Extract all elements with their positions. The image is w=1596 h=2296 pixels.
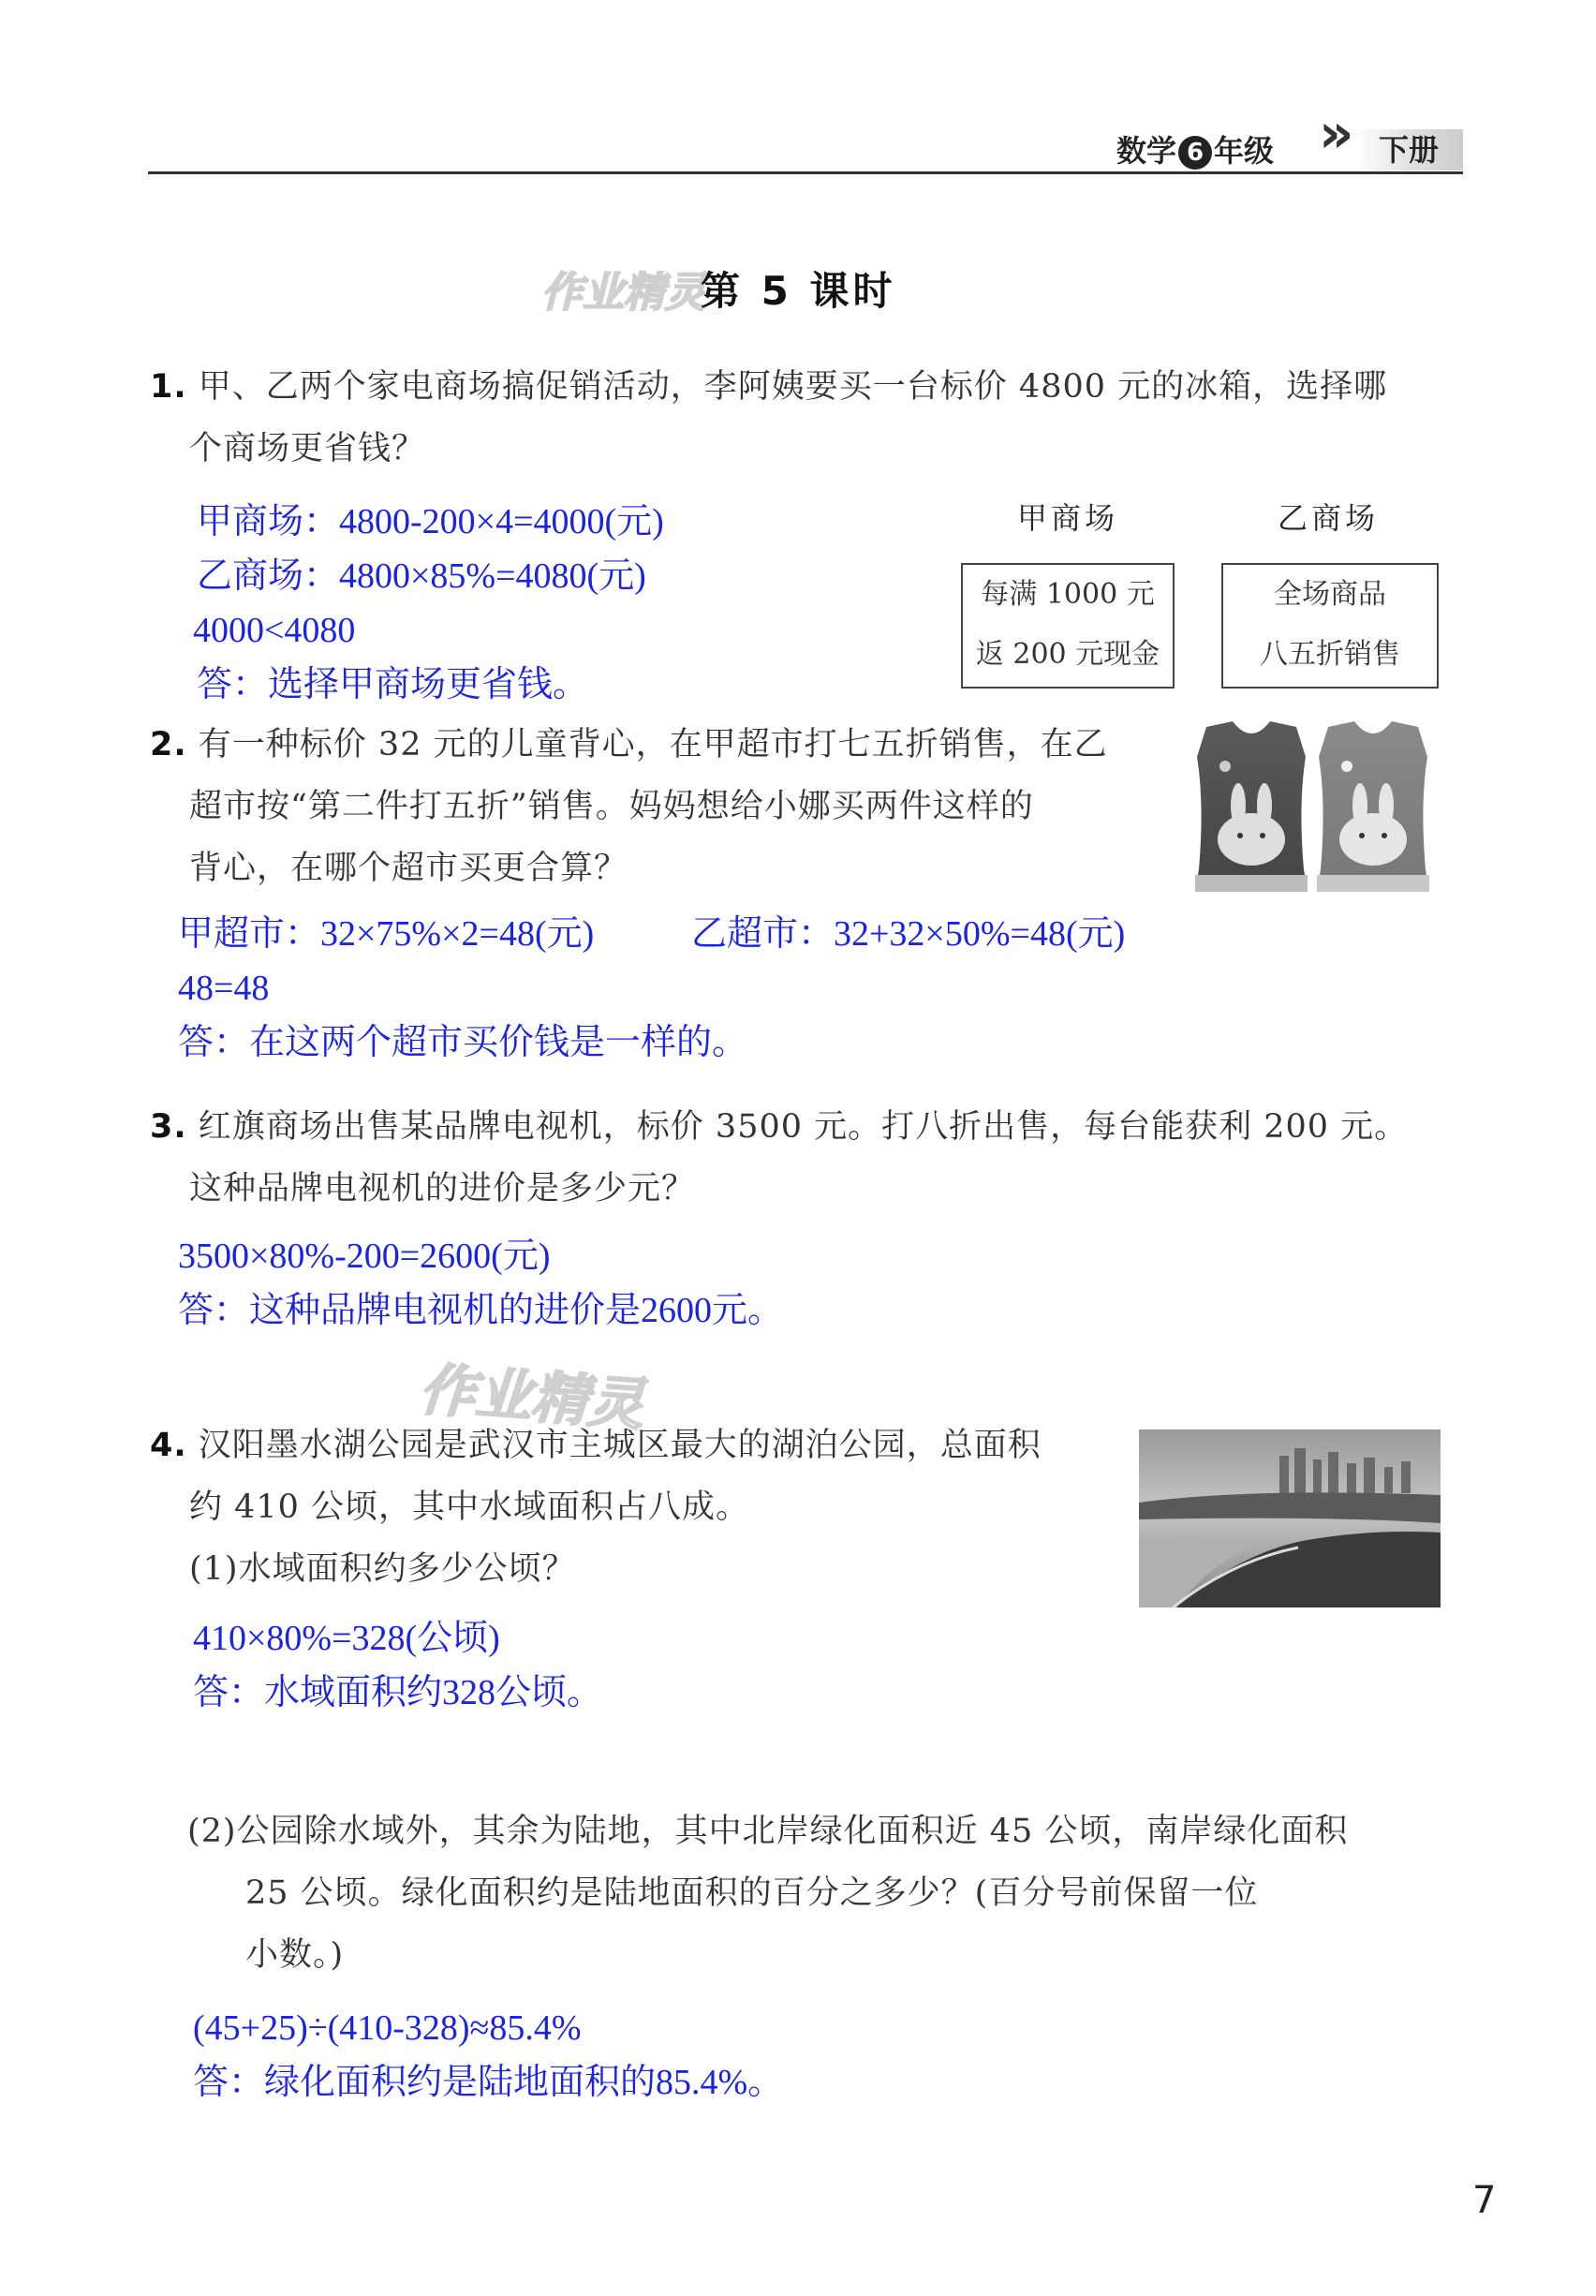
q4-sub2-line1: (2)公园除水域外，其余为陆地，其中北岸绿化面积近 45 公顷，南岸绿化面积: [187, 1813, 1349, 1850]
shop-a-line1: 每满 1000 元: [981, 578, 1155, 611]
q1-text: [150, 356, 1461, 480]
shop-b-line1: 全场商品: [1274, 578, 1386, 611]
q1-answer-b: 乙商场：4800×85%=4080(元): [197, 556, 646, 596]
q1-answer-compare: 4000<4080: [193, 611, 356, 650]
q3-line2: 这种品牌电视机的进价是多少元？: [189, 1170, 696, 1207]
q4-number: 4.: [150, 1427, 187, 1464]
q2-answer-final: 答：在这两个超市买价钱是一样的。: [178, 1023, 748, 1062]
page-title: 第 5 课时: [701, 268, 896, 314]
q1-line2: 个商场更省钱？: [189, 430, 426, 467]
watermark-mid: 作业精灵: [417, 1356, 646, 1439]
shop-a-line2: 返 200 元现金: [975, 638, 1160, 671]
q2-answer-a: 甲超市：32×75%×2=48(元): [178, 914, 595, 954]
q3-answer-final: 答：这种品牌电视机的进价是2600元。: [178, 1291, 784, 1330]
double-chevron-icon: »: [1319, 101, 1341, 165]
park-photo: [1139, 1429, 1441, 1607]
q3-number: 3.: [150, 1108, 187, 1146]
q1-answer-final: 答：选择甲商场更省钱。: [197, 665, 589, 704]
q3-answer-calc: 3500×80%-200=2600(元): [178, 1237, 551, 1276]
grade-badge: 6: [1178, 136, 1212, 170]
q4-sub1-question: (1)水域面积约多少公顷？: [189, 1550, 576, 1588]
q3-line1: 红旗商场出售某品牌电视机，标价 3500 元。打八折出售，每台能获利 200 元。: [198, 1108, 1409, 1146]
q4-line1: 汉阳墨水湖公园是武汉市主城区最大的湖泊公园，总面积: [198, 1427, 1042, 1464]
q4-sub2-line2: 25 公顷。绿化面积约是陆地面积的百分之多少？(百分号前保留一位: [245, 1874, 1259, 1912]
shop-b-name: 乙商场: [1278, 500, 1380, 536]
q3-text: [150, 1096, 1480, 1220]
shop-b-line2: 八五折销售: [1260, 638, 1400, 671]
q1-number: 1.: [150, 368, 187, 406]
header-subject: 数学 6 年级: [1116, 133, 1275, 169]
q4-sub1-final: 答：水域面积约328公顷。: [193, 1673, 603, 1712]
q4-text: [150, 1415, 1133, 1600]
q4-line2: 约 410 公顷，其中水域面积占八成。: [189, 1489, 750, 1526]
watermark-top: 作业精灵: [541, 269, 706, 317]
q2-answer-compare: 48=48: [178, 969, 270, 1008]
shop-a-name: 甲商场: [1017, 500, 1119, 536]
q2-line1: 有一种标价 32 元的儿童背心，在甲超市打七五折销售，在乙: [198, 726, 1108, 763]
q4-sub2-final: 答：绿化面积约是陆地面积的85.4%。: [193, 2063, 784, 2102]
q2-line2: 超市按“第二件打五折”销售。妈妈想给小娜买两件这样的: [189, 788, 1034, 825]
header-rule: [148, 171, 1463, 174]
q1-line1: 甲、乙两个家电商场搞促销活动，李阿姨要买一台标价 4800 元的冰箱，选择哪: [198, 368, 1388, 406]
q4-sub2-calc: (45+25)÷(410-328)≈85.4%: [193, 2008, 582, 2048]
q2-answer-b: 乙超市：32+32×50%=48(元): [691, 914, 1126, 954]
q4-sub1-calc: 410×80%=328(公顷): [193, 1619, 500, 1658]
q2-number: 2.: [150, 726, 187, 763]
shop-a-promo-box: [961, 563, 1175, 689]
q2-text: [150, 714, 1180, 899]
q4-sub2-text: [187, 1800, 1480, 1986]
volume-tab: 下册: [1354, 129, 1463, 170]
q2-line3: 背心，在哪个超市买更合算？: [189, 850, 628, 887]
shop-b-promo-box: [1221, 563, 1439, 689]
q1-answers: [193, 495, 664, 712]
page-number: 7: [1472, 2179, 1497, 2222]
q4-sub2-line3: 小数。): [245, 1936, 345, 1974]
vests-image: [1188, 719, 1442, 894]
q1-answer-a: 甲商场：4800-200×4=4000(元): [197, 502, 664, 541]
